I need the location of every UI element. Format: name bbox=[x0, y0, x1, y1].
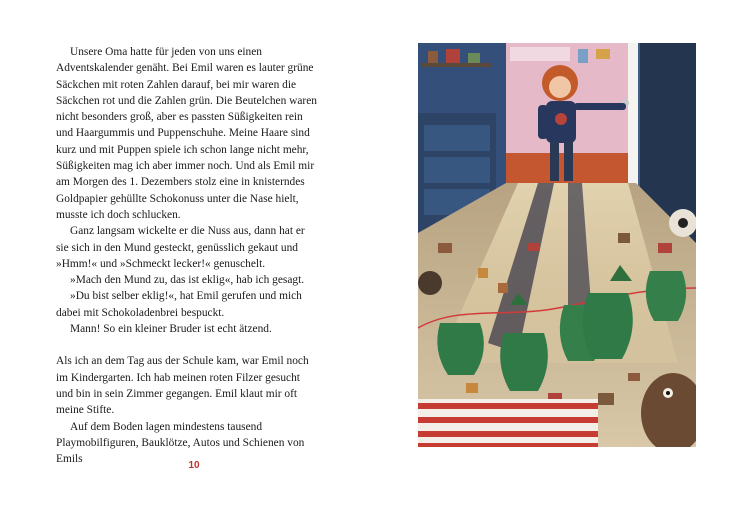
paragraph: Unsere Oma hatte für jeden von uns einen Adventskalender genäht. Bei Emil waren es lauter grüne Säckchen mit roten Zahlen darauf, bei mir waren die Säckchen rot und die Zahlen grün. Die Beutelchen waren nicht besonders groß, aber es passten Süßigkeiten rein und Haargummis und Puppenschuhe. Meine Haare sind kurz und mit Puppen spiele ich schon lange nicht mehr, Süßigkeiten mag ich aber immer noch. Und als Emil mir am Morgen des 1. Dezembers stolz eine in knisterndes Goldpapier gehüllte Schokonuss unter die Nase hielt, musste ich doch schlucken. bbox=[56, 46, 317, 221]
paragraph: Auf dem Boden lagen mindestens tausend Playmobilfiguren, Bauklötze, Autos und Schienen von Emils bbox=[56, 420, 305, 466]
paragraph: Mann! So ein kleiner Bruder ist echt ätzend. bbox=[70, 323, 272, 336]
page-number: 10 bbox=[188, 460, 200, 471]
illustration bbox=[418, 43, 696, 447]
paragraph: »Mach den Mund zu, das ist eklig«, hab ich gesagt. bbox=[70, 274, 305, 287]
story-text bbox=[56, 44, 318, 467]
paragraph: Als ich an dem Tag aus der Schule kam, war Emil noch im Kindergarten. Ich hab meinen roten Filzer gesucht und bin in sein Zimmer gegangen. Emil klaut mir oft meine Stifte. bbox=[56, 355, 309, 417]
striped-sleeve bbox=[418, 399, 598, 447]
illustration-drawing bbox=[418, 43, 696, 447]
paragraph: Ganz langsam wickelte er die Nuss aus, dann hat er sie sich in den Mund gesteckt, genüsslich gekaut und »Hmm!« und »Schmeckt lecker!« genuschelt. bbox=[56, 225, 305, 270]
teddy-bear bbox=[418, 271, 442, 295]
paragraph: »Du bist selber eklig!«, hat Emil gerufen und mich dabei mit Schokoladenbrei bespuckt. bbox=[56, 290, 302, 319]
